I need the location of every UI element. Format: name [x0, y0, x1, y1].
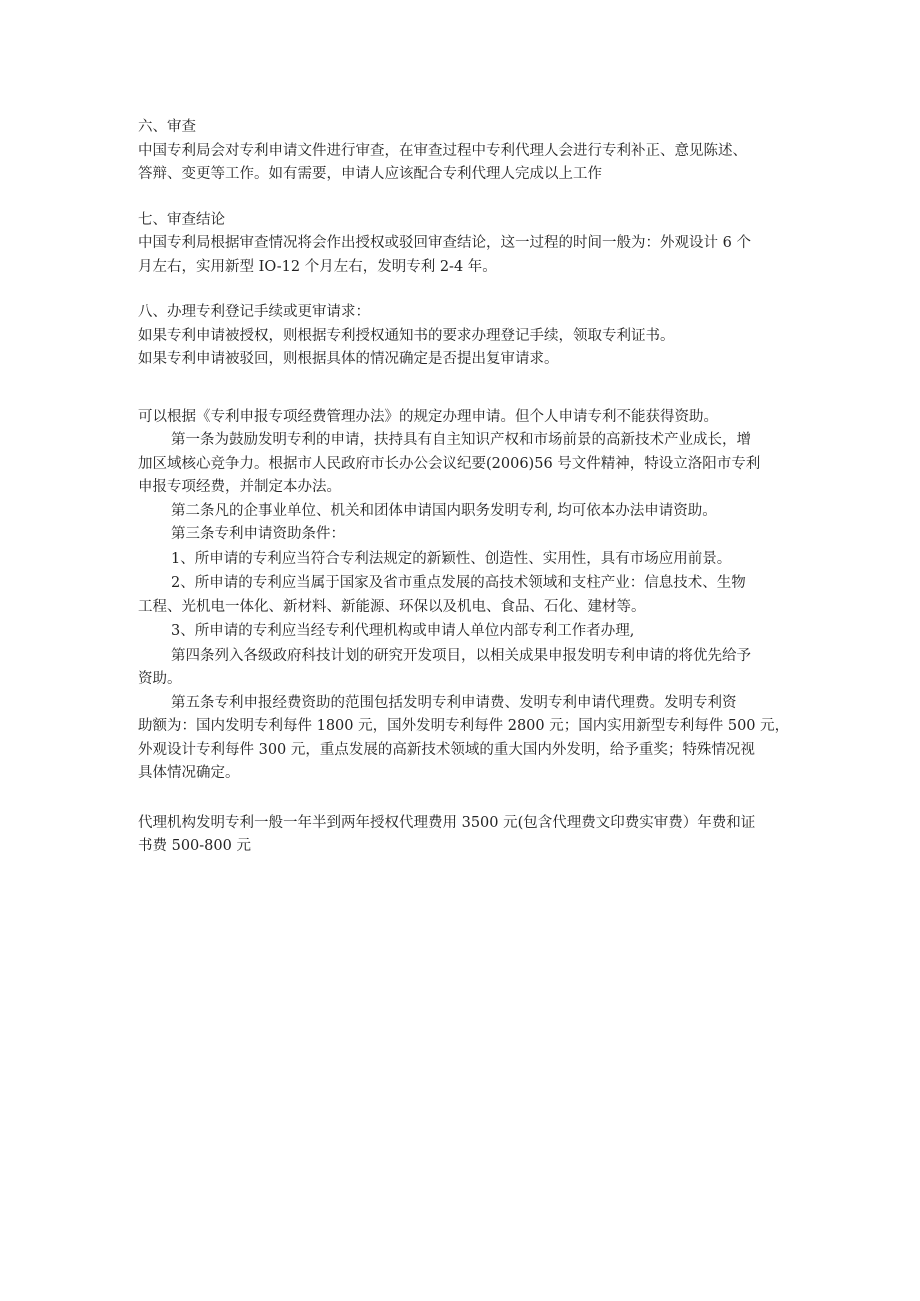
paragraph-line: 书费 500-800 元 — [138, 838, 251, 854]
article-4-line: 资助。 — [138, 671, 182, 687]
section-registration — [138, 301, 788, 372]
article-3: 第三条专利申请资助条件： — [171, 526, 345, 542]
article-5-line: 外观设计专利每件 300 元，重点发展的高新技术领域的重大国内外发明，给予重奖；特殊情况视 — [138, 741, 755, 758]
article-2: 第二条凡的企事业单位、机关和团体申请国内职务发明专利, 均可依本办法申请资助。 — [171, 502, 717, 519]
article-5-line: 助额为：国内发明专利每件 1800 元，国外发明专利每件 2800 元；国内实用新型专利每件 500 元， — [138, 718, 790, 734]
section-agency-fees — [138, 812, 788, 859]
article-1-line: 第一条为鼓励发明专利的申请，扶持具有自主知识产权和市场前景的高新技术产业成长，增 — [171, 432, 751, 448]
section-funding — [138, 406, 788, 786]
funding-intro: 可以根据《专利申报专项经费管理办法》的规定办理申请。但个人申请专利不能获得资助。 — [138, 408, 718, 425]
paragraph-line: 中国专利局根据审查情况将会作出授权或驳回审查结论，这一过程的时间一般为：外观设计 6 个 — [138, 235, 751, 251]
paragraph-line: 如果专利申请被驳回，则根据具体的情况确定是否提出复审请求。 — [138, 351, 559, 367]
section-heading: 八、办理专利登记手续或更审请求： — [138, 304, 370, 320]
section-examination-conclusion — [138, 209, 788, 280]
condition-3: 3、所申请的专利应当经专利代理机构或申请人单位内部专利工作者办理, — [171, 623, 635, 639]
article-5-line: 具体情况确定。 — [138, 765, 240, 781]
condition-1: 1、所申请的专利应当符合专利法规定的新颖性、创造性、实用性，具有市场应用前景。 — [171, 550, 732, 567]
article-1-line: 加区域核心竞争力。根据市人民政府市长办公会议纪要(2006)56 号文件精神，特设立洛阳市专利 — [138, 455, 761, 472]
article-1-line: 申报专项经费，并制定本办法。 — [138, 479, 341, 495]
paragraph-line: 答辩、变更等工作。如有需要，申请人应该配合专利代理人完成以上工作 — [138, 166, 602, 182]
section-heading: 七、审查结论 — [138, 211, 225, 228]
condition-2-line: 工程、光机电一体化、新材料、新能源、环保以及机电、食品、石化、建材等。 — [138, 598, 646, 615]
article-4-line: 第四条列入各级政府科技计划的研究开发项目，以相关成果申报发明专利申请的将优先给予 — [171, 647, 751, 664]
section-examination — [138, 116, 788, 187]
paragraph-line: 代理机构发明专利一般一年半到两年授权代理费用 3500 元(包含代理费文印费实审费）年费和证 — [138, 814, 756, 831]
article-5-line: 第五条专利申报经费资助的范围包括发明专利申请费、发明专利申请代理费。发明专利资 — [171, 694, 737, 711]
condition-2-line: 2、所申请的专利应当属于国家及省市重点发展的高技术领域和支柱产业：信息技术、生物 — [171, 575, 746, 591]
paragraph-line: 如果专利申请被授权，则根据专利授权通知书的要求办理登记手续，领取专利证书。 — [138, 327, 675, 344]
paragraph-line: 中国专利局会对专利申请文件进行审查，在审查过程中专利代理人会进行专利补正、意见陈述、 — [138, 142, 747, 159]
section-heading: 六、审查 — [138, 119, 196, 135]
paragraph-line: 月左右，实用新型 IO-12 个月左右，发明专利 2-4 年。 — [138, 258, 497, 275]
document-page — [138, 116, 788, 859]
